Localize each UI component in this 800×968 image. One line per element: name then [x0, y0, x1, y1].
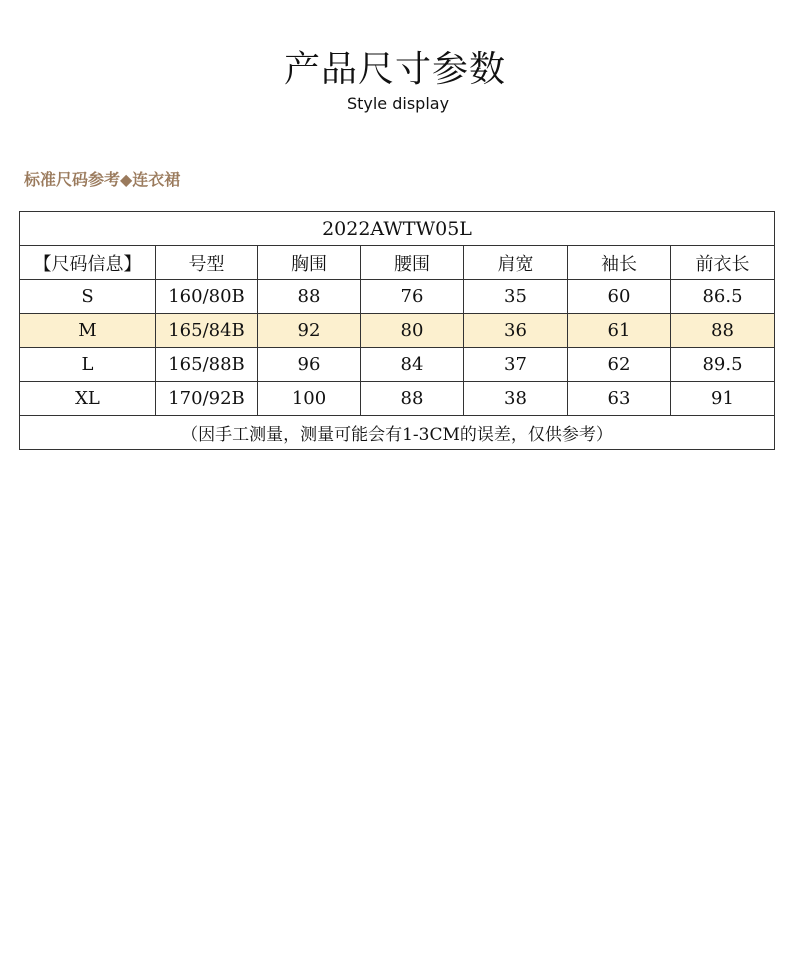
table-row	[20, 382, 775, 416]
section-label: 标准尺码参考◆连衣裙	[24, 170, 181, 189]
table-cell: 89.5	[671, 348, 775, 382]
table-cell: 36	[464, 314, 568, 348]
table-cell: 170/92B	[156, 382, 258, 416]
table-row-highlighted	[20, 314, 775, 348]
column-header-waist: 腰围	[361, 246, 464, 280]
table-cell: 92	[258, 314, 361, 348]
table-cell: 76	[361, 280, 464, 314]
table-cell: 60	[568, 280, 671, 314]
table-cell: 62	[568, 348, 671, 382]
table-cell: 84	[361, 348, 464, 382]
size-cell: XL	[20, 382, 156, 416]
table-cell: 88	[258, 280, 361, 314]
table-cell: 91	[671, 382, 775, 416]
column-header-bust: 胸围	[258, 246, 361, 280]
column-header-model: 号型	[156, 246, 258, 280]
table-cell: 88	[671, 314, 775, 348]
column-header-sleeve: 袖长	[568, 246, 671, 280]
table-cell: 160/80B	[156, 280, 258, 314]
table-cell: 37	[464, 348, 568, 382]
measurement-note: （因手工测量，测量可能会有1-3CM的误差，仅供参考）	[20, 416, 775, 450]
size-table	[19, 211, 775, 450]
table-cell: 35	[464, 280, 568, 314]
size-cell: S	[20, 280, 156, 314]
table-cell: 96	[258, 348, 361, 382]
table-cell: 80	[361, 314, 464, 348]
size-cell: L	[20, 348, 156, 382]
table-row	[20, 348, 775, 382]
table-cell: 88	[361, 382, 464, 416]
table-cell: 63	[568, 382, 671, 416]
size-cell: M	[20, 314, 156, 348]
column-header-shoulder: 肩宽	[464, 246, 568, 280]
table-row	[20, 280, 775, 314]
table-cell: 165/88B	[156, 348, 258, 382]
table-cell: 86.5	[671, 280, 775, 314]
table-cell: 165/84B	[156, 314, 258, 348]
table-cell: 61	[568, 314, 671, 348]
column-header-size-info: 【尺码信息】	[20, 246, 156, 280]
header-row	[20, 246, 775, 280]
table-cell: 100	[258, 382, 361, 416]
page-subtitle: Style display	[346, 94, 450, 113]
page-title: 产品尺寸参数	[283, 49, 506, 90]
column-header-front-length: 前衣长	[671, 246, 775, 280]
table-cell: 38	[464, 382, 568, 416]
note-row	[20, 416, 775, 450]
product-code-row	[20, 212, 775, 246]
product-code: 2022AWTW05L	[20, 212, 775, 246]
